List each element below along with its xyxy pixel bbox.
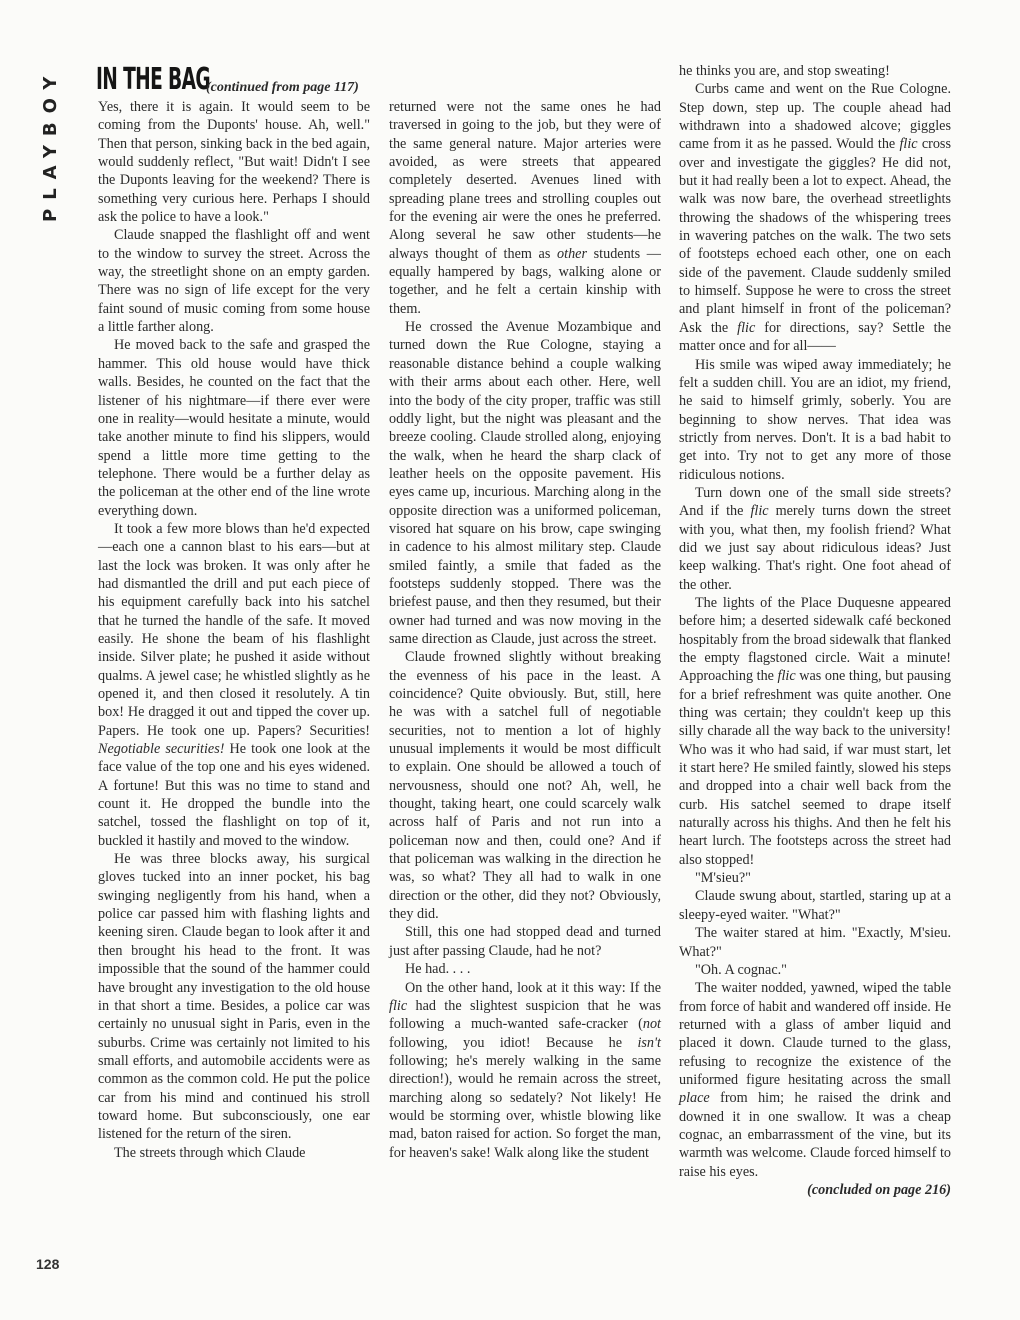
paragraph: He was three blocks away, his surgical gloves tucked into an inner pocket, his bag swinging negligently from his hand, when a police car passed him with flashing lights and keening siren. Claude began to look after it and then brought his head to the front. It was impossible that the sound of the hammer could have brought any investigation to the old house in that short a time. Besides, a police car was certainly no unusual sight in Paris, even in the suburbs. Crime was certainly not limited to his small efforts, and automobile accidents were as common as the common cold. He put the police car from his mind and continued his stroll toward home. But subconsciously, one ear listened for the return of the siren.: [98, 851, 370, 1143]
paragraph: Yes, there it is again. It would seem to be coming from the Duponts' house. Ah, well." Then that person, sinking back in the bed again, would suddenly reflect, "But wait! Didn't I see the Duponts leaving for the weekend? There is something very curious here. Perhaps I should ask the police to have a look.": [98, 99, 370, 226]
paragraph: On the other hand, look at it this way: If the flic had the slightest suspicion that he was following a much-wanted safe-cracker (not following, you idiot! Because he isn't following; he's merely walking in the same direction!), would he remain across the street, marching along so sedately? Not likely! He would be storming over, whistle blowing like mad, baton raised for action. So forget the man, for heaven's sake! Walk along like the student: [389, 979, 661, 1161]
paragraph: Still, this one had stopped dead and turned just after passing Claude, had he not?: [389, 924, 661, 959]
paragraph: The lights of the Place Duquesne appeared before him; a deserted sidewalk café beckoned hospitably from the broad sidewalk that flanked the empty flagstoned circle. Wait a minute! Approaching the flic was one thing, but pausing for a brief refreshment was quite another. One thing was certain; they couldn't keep up this silly charade all the way back to the university! Who was it who had said, if war must start, let it start here? He smiled faintly, slowed his steps and dropped into a chair well back from the curb. His satchel seemed to drape itself naturally across his thighs. And then he felt his heart lurch. The footsteps across the street had also stopped!: [679, 594, 951, 868]
continued-to-note: (concluded on page 216): [807, 1181, 951, 1198]
paragraph: "M'sieu?": [695, 870, 751, 887]
paragraph: Turn down one of the small side streets? And if the flic merely turns down the street with you, what then, my foolish friend? What did we just say about ridiculous ideas? Just keep walking. That's right. One foot ahead of the other.: [679, 484, 951, 593]
paragraph: It took a few more blows than he'd expected—each one a cannon blast to his ears—but at last the lock was broken. It was only after he had dismantled the drill and put each piece of his equipment carefully back into his satchel that he turned the handle of the safe. It moved easily. He shone the beam of his flashlight inside. Silver plate; he pushed it aside without qualms. A jewel case; he whistled slightly as he opened it, and then closed it resolutely. A tin box! He dragged it out and tipped the cover up. Papers. He took one up. Papers? Securities! Negotiable securities! He took one look at the face value of the top one and his eyes widened. A fortune! But this was no time to stand and count it. He dropped the bundle into the satchel, tossed the flashlight on top of it, buckled it hastily and moved to the window.: [98, 520, 371, 849]
paragraph: he thinks you are, and stop sweating!: [679, 63, 890, 79]
paragraph: The waiter stared at him. "Exactly, M'sieu. What?": [679, 925, 951, 960]
continued-from-note: (continued from page 117): [206, 80, 359, 95]
paragraph: returned were not the same ones he had traversed in going to the job, but they were of the same general nature. Major arteries were avoided, as were streets that appeared completely deserted. Avenues lined with spreading plane trees and strolling couples out for the evening air were the ones he preferred. Along several he saw other students—he always thought of them as other students —equally hampered by bags, walking alone or together, and he felt a certain kinship with them.: [389, 99, 661, 317]
paragraph: The streets through which Claude: [114, 1144, 306, 1161]
paragraph: Claude snapped the flashlight off and went to the window to survey the street. Across the way, the streetlight shone on an empty garden. There was no sign of life except for the very faint sound of music coming from some house a little farther along.: [98, 227, 370, 336]
paragraph: He had. . . .: [405, 961, 471, 978]
page-number: 128: [36, 1256, 60, 1272]
article-header: [96, 62, 396, 100]
paragraph: The waiter nodded, yawned, wiped the table from force of habit and wandered off inside. He returned with a glass of amber liquid and placed it down. Claude turned to the glass, refusing to recognize the existence of the uniformed figure hesitating across the small place from him; he raised the drink and downed it in one swallow. It was a cheap cognac, an embarrassment of the vine, but its warmth was welcome. Claude forced himself to raise his eyes.: [679, 980, 951, 1180]
paragraph: He moved back to the safe and grasped the hammer. This old house would have thick walls. Besides, he counted on the fact that the listener of his nightmare—if there ever were one in reality—would hesitate a minute, would take another minute to find his slippers, would spend a little more time getting to the telephone. There would be a further delay as the policeman at the other end of the line wrote everything down.: [98, 337, 370, 519]
paragraph: Curbs came and went on the Rue Cologne. Step down, step up. The couple ahead had withdrawn into a shadowed alcove; giggles came from it as he passed. Would the flic cross over and investigate the giggles? He did not, but it had really been a lot to expect. Ahead, the walk was now bare, the overhead streetlights throwing the shadows of the whispering trees in wavering patches on the walk. The two sets of footsteps echoed each other, one on each side of the pavement. Claude suddenly smiled to himself. Suppose he were to cross the street and plant himself in front of the policeman? Ask the flic for directions, say? Settle the matter once and for all——: [679, 81, 951, 355]
paragraph: "Oh. A cognac.": [695, 961, 787, 978]
paragraph: He crossed the Avenue Mozambique and turned down the Rue Cologne, staying a reasonable distance behind a couple walking with their arms about each other. Here, well into the body of the city proper, traffic was still oddly light, but the night was pleasant and the breeze cooling. Claude strolled along, enjoying the walk, when he heard the sharp clack of leather heels on the opposite pavement. His eyes came up, incurious. Marching along in the opposite direction was a uniformed policeman, visored hat square on his brow, cape swinging in cadence to his almost military step. Claude smiled faintly, a smile that faded as the footsteps suddenly stopped. There was the briefest pause, and then they resumed, but their owner had turned and was now moving in the same direction as Claude, just across the street.: [389, 319, 661, 647]
text-column-1: [98, 98, 370, 1162]
paragraph: Claude swung about, startled, staring up at a sleepy-eyed waiter. "What?": [679, 888, 951, 923]
text-column-3: [679, 62, 951, 1199]
section-title: IN THE BAG: [96, 62, 211, 97]
paragraph: His smile was wiped away immediately; he felt a sudden chill. You are an idiot, my friend, he said to himself grimly, soberly. You are beginning to show nerves. That idea was strictly from nerves. Don't. It is a bad habit to get into. Try not to get any more of those ridiculous notions.: [679, 356, 951, 483]
magazine-name: PLAYBOY: [40, 67, 61, 222]
magazine-name-vertical: [40, 62, 62, 222]
text-column-2: [389, 98, 661, 1162]
paragraph: Claude frowned slightly without breaking the evenness of his pace in the least. A coincidence? Quite obviously. But, still, here he was with a satchel full of negotiable securities, not to mention a lot of highly unusual implements it would be most difficult to explain. One should be allowed a touch of nervousness, should one not? Ah, well, he thought, taking heart, one could scarcely walk across half of Paris and not run into a policeman now and then, could one? And if that policeman was walking in the direction he was, so what? They all had to walk in one direction or the other, did they not? Obviously, they did.: [389, 649, 661, 923]
